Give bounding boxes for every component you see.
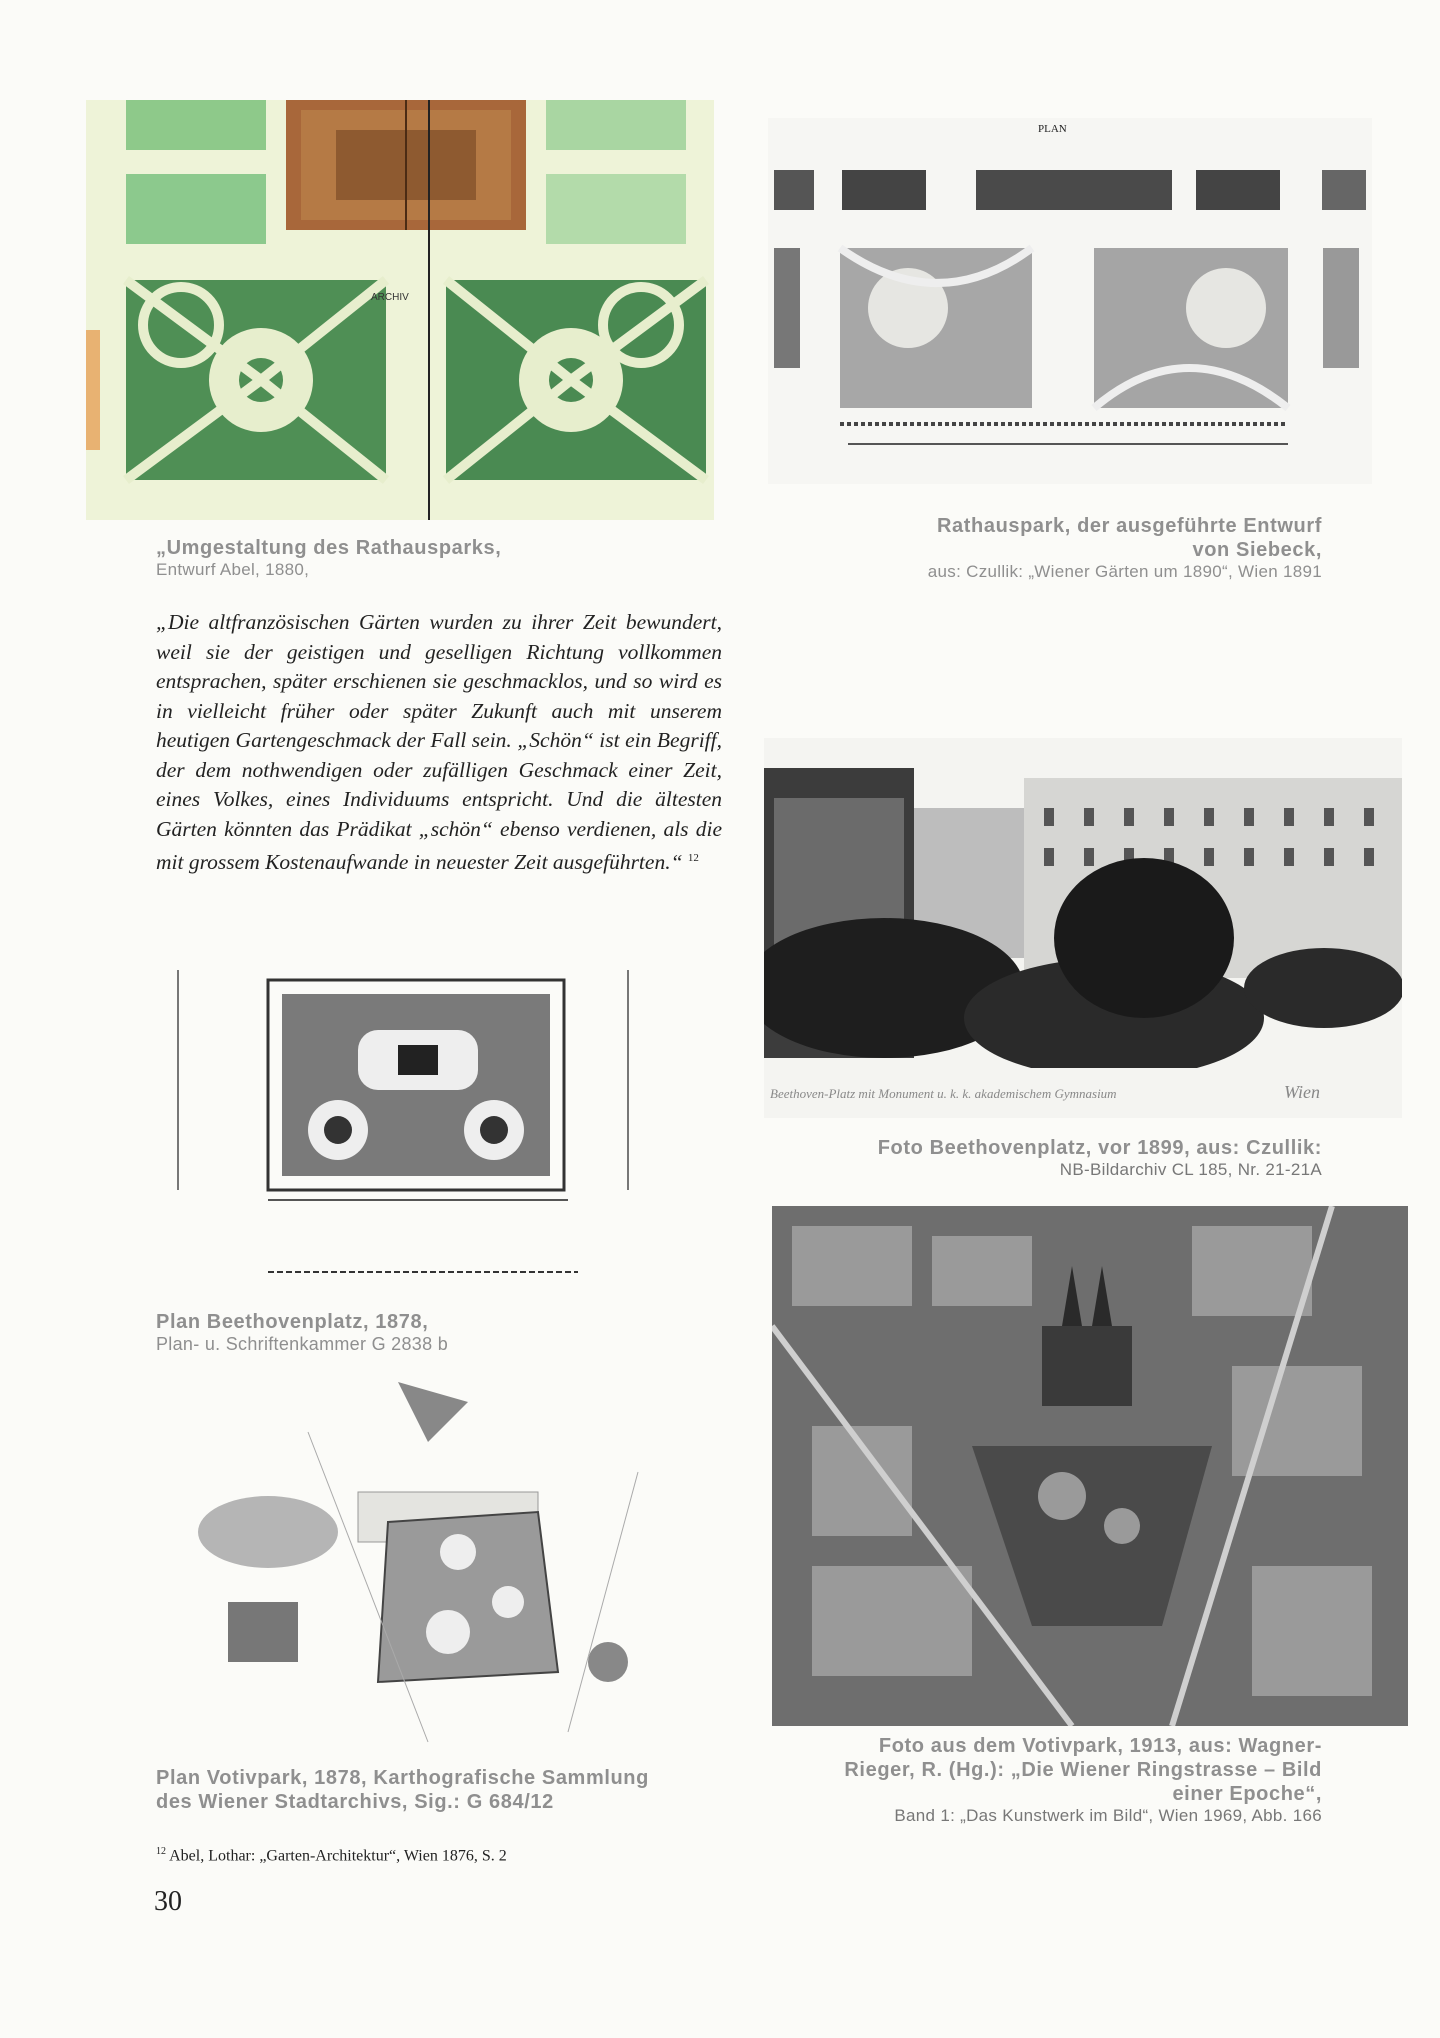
figure-beethovenplatz-plan	[158, 950, 688, 1300]
figure-rathauspark-siebeck-plan	[768, 118, 1372, 484]
caption-fig3-title: Foto Beethovenplatz, vor 1899, aus: Czullik:	[877, 1137, 1322, 1159]
figure-votivpark-aerial-photo	[772, 1206, 1408, 1726]
caption-fig2-title-2: von Siebeck,	[1192, 539, 1322, 561]
quote-block	[156, 608, 722, 878]
archiv-label: ARCHIV	[371, 292, 409, 303]
figure-votivpark-plan	[168, 1372, 698, 1752]
figure-beethovenplatz-photo	[764, 738, 1402, 1118]
caption-fig6-note: Band 1: „Das Kunstwerk im Bild“, Wien 1969, Abb. 166	[894, 1806, 1322, 1825]
caption-fig2-note: aus: Czullik: „Wiener Gärten um 1890“, Wien 1891	[927, 562, 1322, 581]
caption-fig1-note: Entwurf Abel, 1880,	[156, 560, 310, 579]
caption-fig6-title-3: einer Epoche“,	[1172, 1783, 1322, 1805]
caption-fig2-title-1: Rathauspark, der ausgeführte Entwurf	[937, 515, 1322, 537]
caption-fig5-title-1: Plan Votivpark, 1878, Karthografische Sammlung	[156, 1767, 649, 1789]
caption-fig5	[156, 1766, 649, 1814]
caption-fig2	[928, 514, 1322, 582]
caption-fig6	[844, 1734, 1322, 1826]
caption-fig5-title-2: des Wiener Stadtarchivs, Sig.: G 684/12	[156, 1791, 554, 1813]
quote-footnote-ref: 12	[687, 852, 699, 864]
photo-inscription: Beethoven-Platz mit Monument u. k. k. akademischem Gymnasium	[770, 1086, 1117, 1101]
page-number: 30	[154, 1886, 182, 1917]
footnote-number: 12	[156, 1846, 166, 1857]
footnote	[156, 1846, 507, 1865]
footnote-text: Abel, Lothar: „Garten-Architektur“, Wien 1876, S. 2	[169, 1847, 507, 1865]
caption-fig4-note: Plan- u. Schriftenkammer G 2838 b	[156, 1334, 449, 1354]
caption-fig1-title: „Umgestaltung des Rathausparks,	[156, 537, 502, 559]
caption-fig6-title-2: Rieger, R. (Hg.): „Die Wiener Ringstrasse – Bild	[844, 1759, 1322, 1781]
caption-fig3-note: NB-Bildarchiv CL 185, Nr. 21-21A	[1059, 1160, 1322, 1179]
caption-fig4-title: Plan Beethovenplatz, 1878,	[156, 1311, 429, 1333]
caption-fig6-title-1: Foto aus dem Votivpark, 1913, aus: Wagner-	[878, 1735, 1322, 1757]
caption-fig4	[156, 1310, 448, 1356]
caption-fig3	[878, 1136, 1322, 1180]
photo-city: Wien	[1284, 1082, 1320, 1102]
plan-title: PLAN	[1038, 123, 1067, 135]
quote-text: „Die altfranzösischen Gärten wurden zu ihrer Zeit bewundert, weil sie der geistigen und geselligen Richtung vollkommen entsprachen, später erschienen sie geschmacklos, und so wird es in vielleicht früher oder später Zukunft auch mit unserem heutigen Gartengeschmack der Fall sein. „Schön“ ist ein Begriff, der dem nothwendigen oder zufälligen Geschmack einer Zeit, eines Volkes, eines Individuums entspricht. Und die ältesten Gärten könnten das Prädikat „schön“ ebenso verdienen, als die mit grossem Kostenaufwande in neuester Zeit ausgeführten.“	[156, 610, 722, 875]
caption-fig1	[156, 536, 501, 580]
figure-rathauspark-abel-plan	[86, 100, 714, 520]
